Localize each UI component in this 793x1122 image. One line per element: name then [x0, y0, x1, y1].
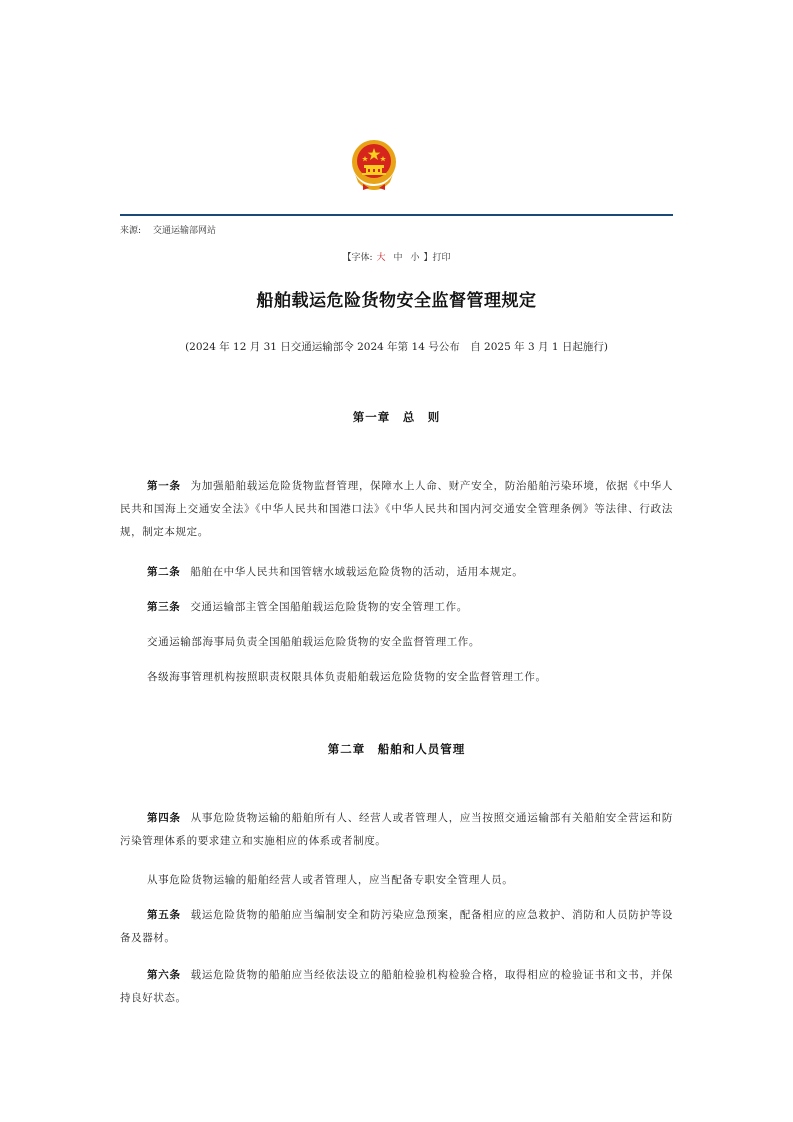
- document-subtitle: (2024 年 12 月 31 日交通运输部令 2024 年第 14 号公布 自 2025 年 3 月 1 日起施行): [185, 341, 608, 353]
- paragraph: [120, 869, 673, 892]
- article-text: 载运危险货物的船舶应当经依法设立的船舶检验机构检验合格，取得相应的检验证书和文书，并保持良好状态。: [120, 969, 673, 1004]
- article-text: 从事危险货物运输的船舶所有人、经营人或者管理人，应当按照交通运输部有关船舶安全营运和防污染管理体系的要求建立和实施相应的体系或者制度。: [120, 812, 673, 847]
- article-paragraph: [120, 807, 673, 853]
- paragraph: [120, 631, 673, 654]
- source-line: [120, 223, 216, 236]
- article-paragraph: [120, 904, 673, 950]
- article-number: 第四条: [147, 812, 181, 824]
- source-label: 来源:: [120, 226, 142, 236]
- article-number: 第一条: [147, 480, 181, 492]
- article-paragraph: [120, 475, 673, 544]
- font-toolbar-close: 】: [423, 253, 433, 263]
- article-number: 第五条: [147, 909, 181, 921]
- article-number: 第三条: [147, 601, 181, 613]
- paragraph-text: 从事危险货物运输的船舶经营人或者管理人，应当配备专职安全管理人员。: [147, 874, 514, 886]
- document-title: 船舶载运危险货物安全监督管理规定: [256, 291, 537, 311]
- font-toolbar-open: 【字体:: [342, 253, 373, 263]
- article-text: 载运危险货物的船舶应当编制安全和防污染应急预案，配备相应的应急救护、消防和人员防护等设备及器材。: [120, 909, 673, 944]
- chapter-heading: 第二章 船舶和人员管理: [327, 742, 466, 756]
- article-number: 第二条: [147, 566, 181, 578]
- font-size-medium-link[interactable]: 中: [393, 253, 403, 263]
- print-link[interactable]: 打印: [432, 253, 451, 263]
- font-size-large-link[interactable]: 大: [376, 253, 386, 263]
- article-text: 交通运输部主管全国船舶载运危险货物的安全管理工作。: [190, 601, 468, 613]
- paragraph-text: 各级海事管理机构按照职责权限具体负责船舶载运危险货物的安全监督管理工作。: [147, 671, 547, 683]
- article-number: 第六条: [147, 969, 181, 981]
- font-size-small-link[interactable]: 小: [410, 253, 420, 263]
- national-emblem-icon: [349, 138, 399, 192]
- header-divider: [120, 214, 673, 216]
- article-paragraph: [120, 596, 673, 619]
- chapter-heading: 第一章 总 则: [352, 410, 441, 424]
- source-name: 交通运输部网站: [153, 226, 217, 236]
- article-text: 船舶在中华人民共和国管辖水域载运危险货物的活动，适用本规定。: [190, 566, 524, 578]
- article-paragraph: [120, 964, 673, 1010]
- font-size-toolbar: [0, 250, 793, 263]
- paragraph: [120, 666, 673, 689]
- article-paragraph: [120, 561, 673, 584]
- paragraph-text: 交通运输部海事局负责全国船舶载运危险货物的安全监督管理工作。: [147, 636, 480, 648]
- article-text: 为加强船舶载运危险货物监督管理，保障水上人命、财产安全，防治船舶污染环境，依据《中华人民共和国海上交通安全法》《中华人民共和国港口法》《中华人民共和国内河交通安全管理条例》等法律、行政法规，制定本规定。: [120, 480, 673, 538]
